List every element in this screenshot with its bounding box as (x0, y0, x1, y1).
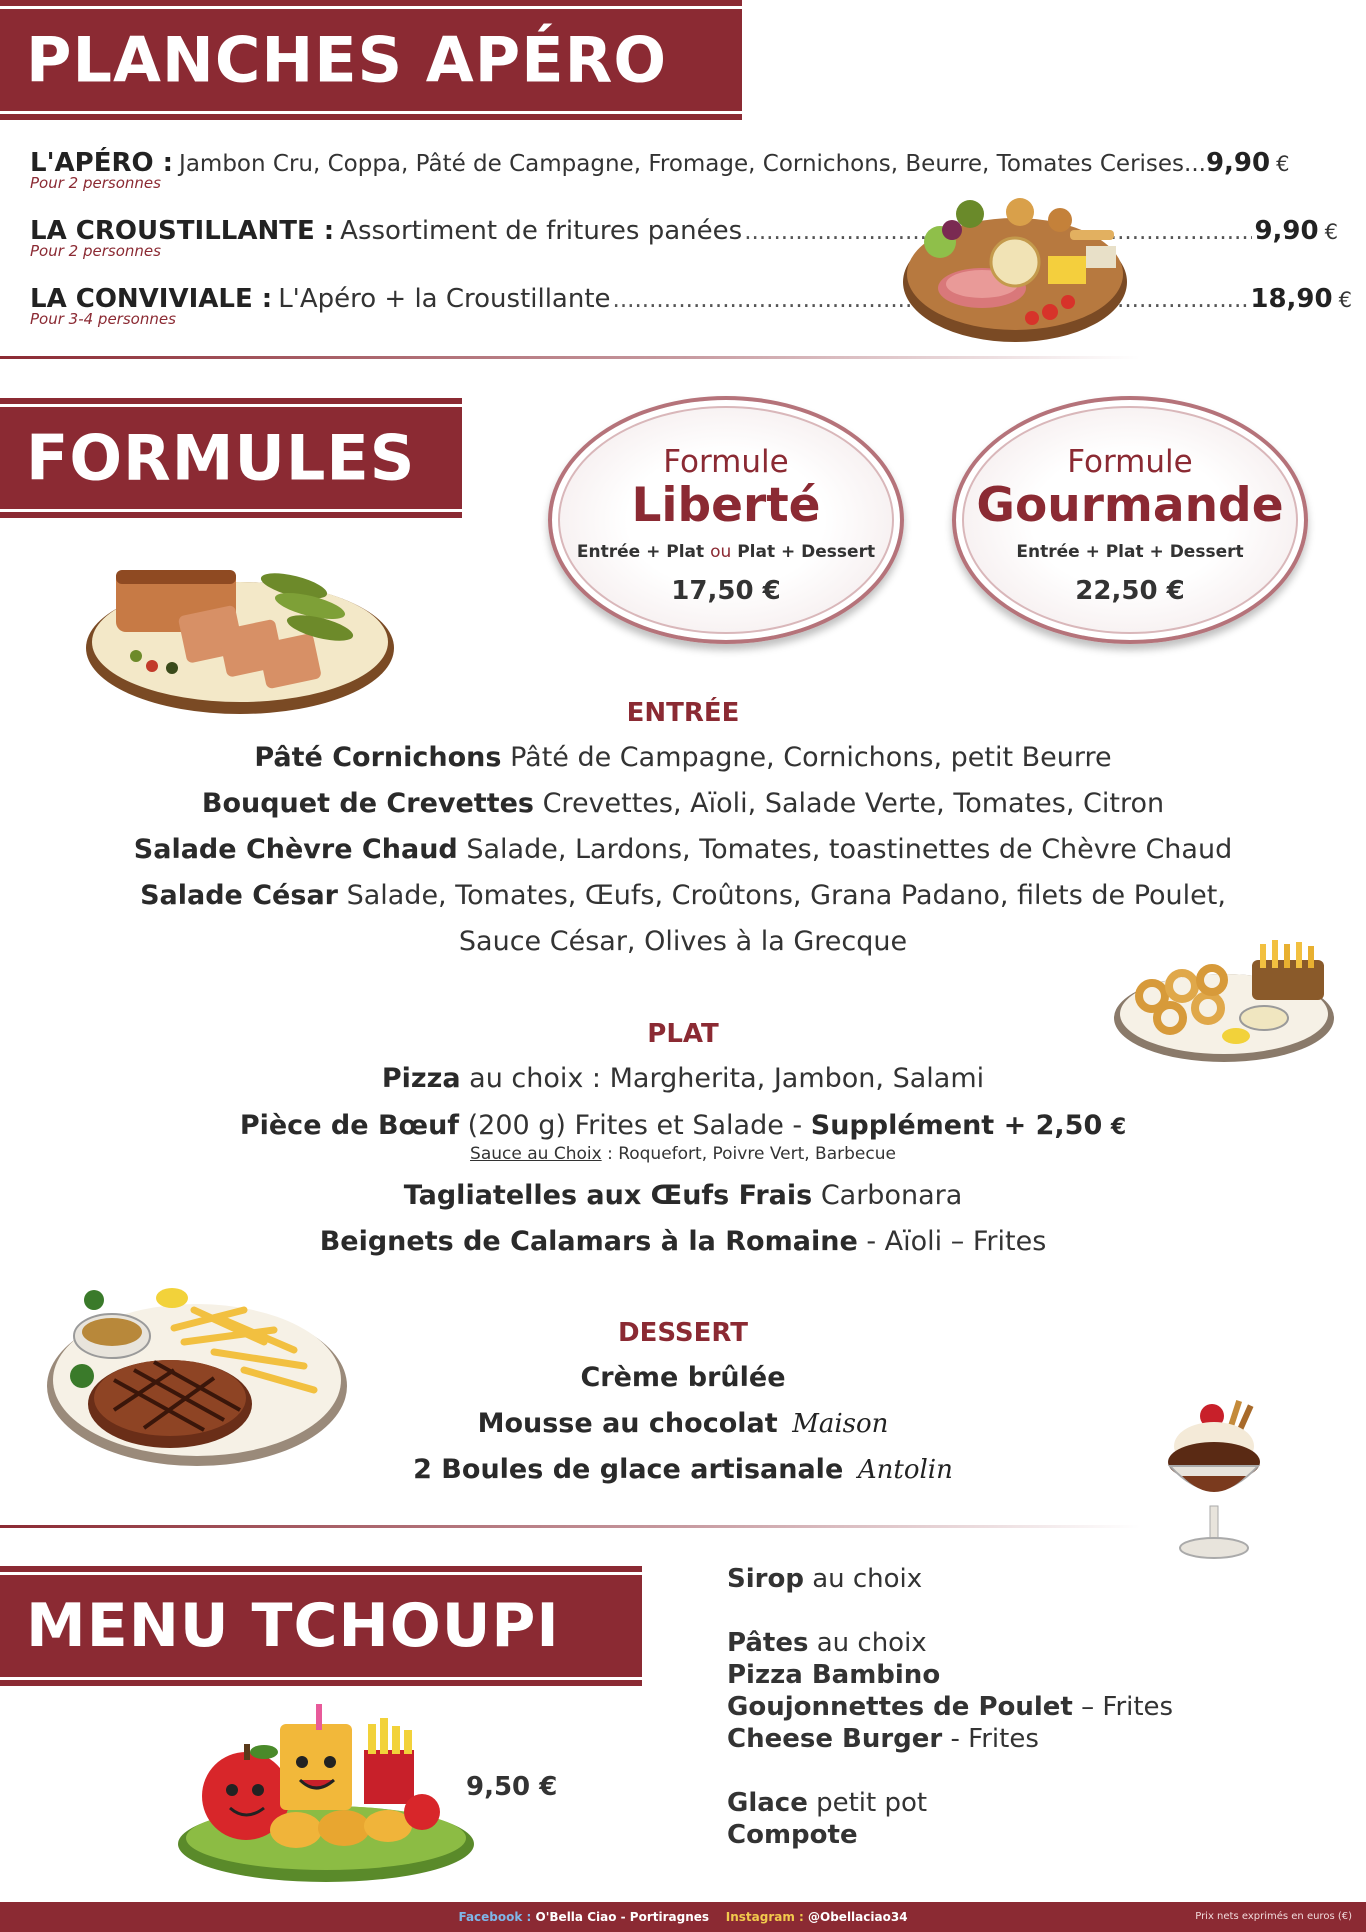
ice-cream-sundae-icon (1160, 1396, 1270, 1566)
entree-item-1 (0, 742, 1366, 773)
item-desc: Jambon Cru, Coppa, Pâté de Campagne, Fromage, Cornichons, Beurre, Tomates Cerises... (179, 151, 1206, 177)
formule-desc (552, 542, 900, 562)
dish-name: Salade Chèvre Chaud (133, 834, 458, 865)
kids-item-sirop (727, 1563, 1173, 1595)
dish-name: Pizza (381, 1063, 461, 1094)
plat-pizza (0, 1063, 1366, 1094)
kids-item-name: Compote (727, 1820, 858, 1850)
kids-item-name: Glace (727, 1788, 808, 1818)
footer-price-note: Prix nets exprimés en euros (€) (1195, 1911, 1352, 1922)
dish-desc: (200 g) Frites et Salade - (467, 1110, 803, 1141)
spacer (727, 1755, 1173, 1787)
formule-desc-b: Plat + Dessert (737, 542, 876, 562)
kids-item-burger (727, 1723, 1173, 1755)
kids-item-goujonnettes (727, 1691, 1173, 1723)
apero-item-1 (30, 148, 1346, 192)
kids-item-name: Goujonnettes de Poulet (727, 1692, 1073, 1722)
kids-item-name: Pâtes (727, 1628, 809, 1658)
entree-item-4 (0, 880, 1366, 911)
dish-desc: Crevettes, Aïoli, Salade Verte, Tomates, Citron (542, 788, 1165, 819)
formule-desc-or: ou (710, 542, 732, 562)
dish-name: Salade César (140, 880, 338, 911)
dish-currency: € (1110, 1115, 1127, 1140)
spacer (727, 1595, 1173, 1627)
formule-price: 17,50 € (671, 576, 781, 606)
dish-desc: Salade, Lardons, Tomates, toastinettes de Chèvre Chaud (466, 834, 1233, 865)
kids-item-desc: - Frites (950, 1724, 1039, 1754)
dish-supplement: Supplément + 2,50 (810, 1110, 1103, 1141)
entree-item-2 (0, 788, 1366, 819)
tchoupi-title: MENU TCHOUPI (26, 1591, 560, 1661)
item-currency: € (1338, 288, 1352, 312)
dish-desc: Pâté de Campagne, Cornichons, petit Beurre (510, 742, 1112, 773)
kids-item-desc: petit pot (816, 1788, 928, 1818)
apero-item-2 (30, 216, 1338, 260)
dish-name: Crème brûlée (580, 1362, 786, 1393)
formule-name: Gourmande (976, 478, 1284, 533)
entree-item-3 (0, 834, 1366, 865)
instagram-label: Instagram : (725, 1910, 804, 1924)
plat-boeuf (0, 1110, 1366, 1141)
apero-item-3 (30, 284, 1352, 328)
tchoupi-banner (0, 1566, 642, 1686)
facebook-label: Facebook : (458, 1910, 532, 1924)
dish-name: Mousse au chocolat (477, 1408, 778, 1439)
item-desc: Assortiment de fritures panées (340, 216, 743, 246)
dish-name: Beignets de Calamars à la Romaine (319, 1226, 858, 1257)
item-note: Pour 3-4 personnes (30, 310, 176, 328)
kids-item-name: Cheese Burger (727, 1724, 943, 1754)
kids-item-desc: au choix (816, 1628, 927, 1658)
tchoupi-items (727, 1563, 1173, 1851)
item-price: 9,90 (1254, 216, 1319, 246)
kids-item-compote (727, 1819, 1173, 1851)
kids-item-glace (727, 1787, 1173, 1819)
formule-name: Liberté (631, 478, 821, 533)
sauce-label: Sauce au Choix (470, 1144, 602, 1164)
item-price: 18,90 (1250, 284, 1333, 314)
item-note: Pour 2 personnes (30, 174, 161, 192)
instagram-link[interactable]: @Obellaciao34 (808, 1910, 908, 1924)
item-name: L'APÉRO : (30, 148, 174, 178)
entree-title: ENTRÉE (626, 698, 740, 728)
apero-title: PLANCHES APÉRO (26, 23, 668, 97)
entree-item-4-continuation: Sauce César, Olives à la Grecque (458, 926, 908, 957)
charcuterie-board-icon (900, 190, 1130, 350)
apero-banner (0, 0, 742, 120)
dessert-creme (0, 1362, 1366, 1393)
item-price: 9,90 (1205, 148, 1271, 178)
kids-meal-icon (176, 1700, 476, 1884)
plat-title: PLAT (647, 1019, 719, 1049)
footer-social (0, 1910, 1366, 1924)
item-name: LA CONVIVIALE : (30, 284, 273, 314)
dish-name: Pièce de Bœuf (239, 1110, 460, 1141)
formules-title: FORMULES (26, 421, 416, 495)
terrine-plate-icon (82, 540, 398, 720)
dish-script-note: Maison (792, 1409, 889, 1439)
dish-desc: Carbonara (820, 1180, 963, 1211)
kids-item-name: Pizza Bambino (727, 1660, 941, 1690)
dish-desc: Salade, Tomates, Œufs, Croûtons, Grana Padano, filets de Poulet, (346, 880, 1226, 911)
formule-price: 22,50 € (1075, 576, 1185, 606)
dish-desc: au choix : Margherita, Jambon, Salami (469, 1063, 985, 1094)
item-note: Pour 2 personnes (30, 242, 161, 260)
plat-sauce (0, 1144, 1366, 1164)
dish-desc: - Aïoli – Frites (866, 1226, 1047, 1257)
formule-label: Formule (1067, 444, 1193, 480)
kids-item-desc: au choix (812, 1564, 923, 1594)
plat-tagliatelle (0, 1180, 1366, 1211)
kids-item-pates (727, 1627, 1173, 1659)
facebook-link[interactable]: O'Bella Ciao - Portiragnes (535, 1910, 710, 1924)
dish-name: Bouquet de Crevettes (201, 788, 534, 819)
kids-item-desc: – Frites (1081, 1692, 1174, 1722)
item-currency: € (1324, 220, 1338, 244)
formule-desc-a: Entrée + Plat (576, 542, 705, 562)
footer-bar (0, 1902, 1366, 1932)
item-name: LA CROUSTILLANTE : (30, 216, 335, 246)
kids-item-name: Sirop (727, 1564, 804, 1594)
tchoupi-price: 9,50 € (466, 1772, 558, 1802)
plat-calamars (0, 1226, 1366, 1257)
formule-desc: Entrée + Plat + Dessert (1016, 542, 1244, 562)
formule-gourmande (952, 396, 1308, 644)
dish-name: Pâté Cornichons (254, 742, 502, 773)
sauce-list: : Roquefort, Poivre Vert, Barbecue (607, 1144, 896, 1164)
dish-name: 2 Boules de glace artisanale (413, 1454, 844, 1485)
formule-liberte (548, 396, 904, 644)
item-desc: L'Apéro + la Croustillante (278, 284, 611, 314)
formule-label: Formule (663, 444, 789, 480)
dish-script-note: Antolin (857, 1455, 953, 1485)
section-divider (0, 356, 1140, 359)
dessert-title: DESSERT (618, 1318, 748, 1348)
item-currency: € (1276, 152, 1290, 176)
dish-name: Tagliatelles aux Œufs Frais (403, 1180, 813, 1211)
formules-banner (0, 398, 462, 518)
kids-item-pizza (727, 1659, 1173, 1691)
section-divider (0, 1525, 1140, 1528)
